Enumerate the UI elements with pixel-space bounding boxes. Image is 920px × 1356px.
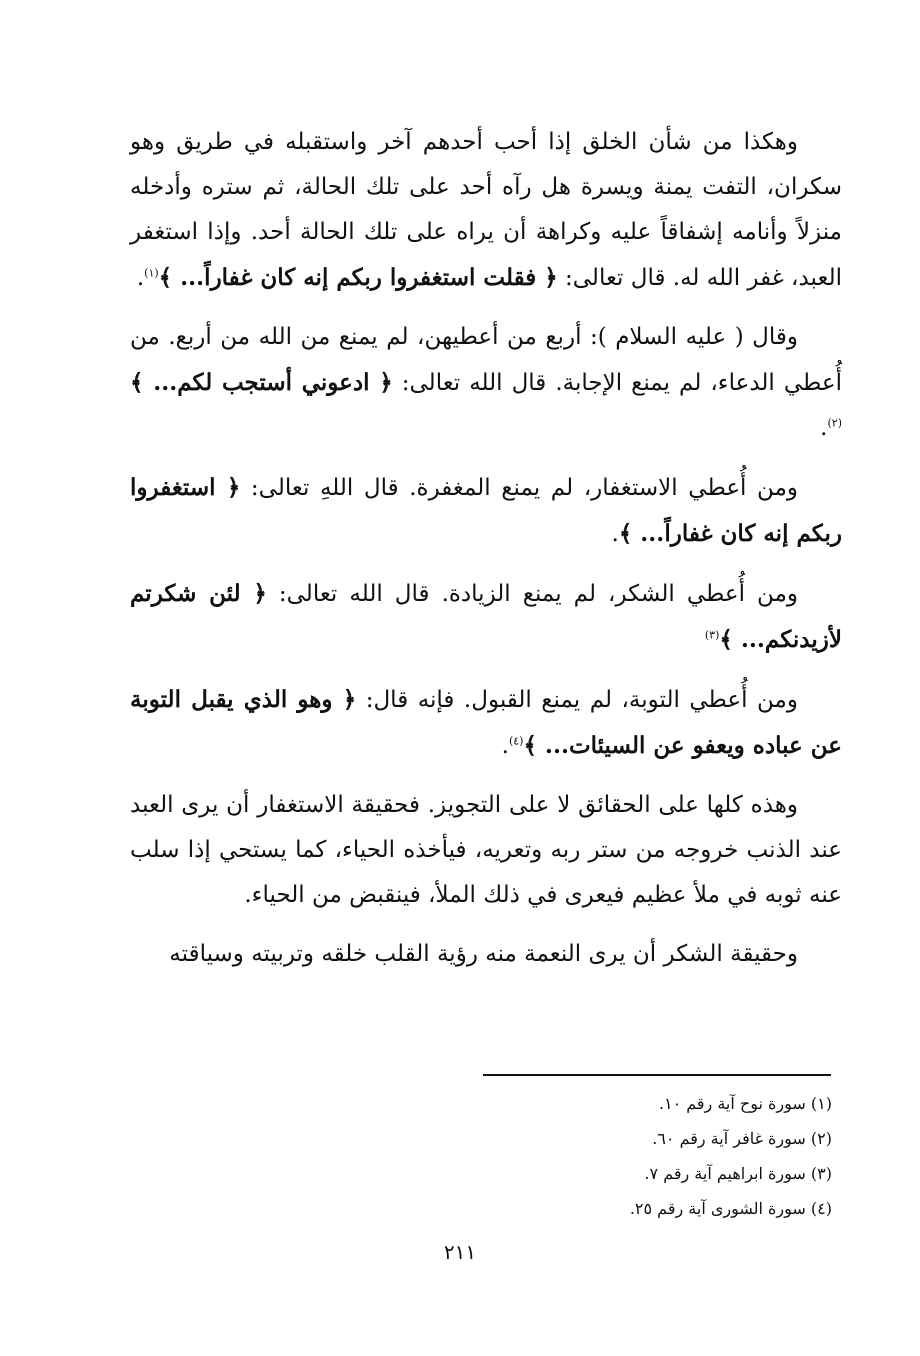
text-run: ومن أُعطي الاستغفار، لم يمنع المغفرة. قال اللهِ تعالى:: [240, 475, 798, 501]
quran-quote: ﴿ استغفروا ربكم إنه كان غفاراً... ﴾: [130, 474, 842, 547]
paragraph-2: [130, 315, 842, 451]
paragraph-4: [130, 571, 842, 663]
paragraph-3: [130, 465, 842, 557]
text-run: وهكذا من شأن الخلق إذا أحب أحدهم آخر واستقبله في طريق وهو سكران، التفت يمنة ويسرة هل رآه أحد على تلك الحالة، ثم ستره وأدخله منزلاً وأنامه إشفاقاً عليه وكراهة أن يراه على تلك الحالة أحد. وإذا استغفر العبد، غفر الله له. قال تعالى:: [130, 129, 842, 291]
main-text: [130, 120, 842, 991]
footnote-1: (١) سورة نوح آية رقم ١٠.: [658, 1094, 832, 1113]
footnote-2: (٢) سورة غافر آية رقم ٦٠.: [652, 1129, 832, 1148]
text-run: وقال ( عليه السلام ): أربع من أعطيهن، لم يمنع من الله من أربع. من أُعطي الدعاء، لم يمنع الإجابة. قال الله تعالى:: [130, 324, 842, 396]
paragraph-5: [130, 677, 842, 769]
text-run: .: [820, 415, 828, 441]
page-number: ٢١١: [443, 1240, 477, 1264]
paragraph-6: [130, 783, 842, 918]
paragraph-7: [130, 932, 842, 977]
text-run: ومن أُعطي الشكر، لم يمنع الزيادة. قال الله تعالى:: [266, 581, 798, 607]
footnote-marker: (٤): [508, 734, 524, 748]
text-run: وهذه كلها على الحقائق لا على التجويز. فحقيقة الاستغفار أن يرى العبد عند الذنب خروجه من ستر ربه وتعريه، فيأخذه الحياء، كما يستحي إذا سلب عنه ثوبه في ملأ عظيم فيعرى في ذلك الملأ، فينقبض من الحياء.: [130, 792, 842, 908]
footnote-marker: (٢): [827, 416, 842, 430]
text-run: .: [136, 265, 145, 291]
quran-quote: ﴿ لئن شكرتم لأزيدنكم... ﴾: [130, 580, 842, 653]
footnote-3: (٣) سورة ابراهيم آية رقم ٧.: [644, 1164, 832, 1183]
footnote-divider: [483, 1074, 831, 1076]
quran-quote: ﴿ فقلت استغفروا ربكم إنه كان غفاراً... ﴾: [158, 264, 558, 291]
quran-quote: ﴿ ادعوني أستجب لكم... ﴾: [130, 369, 393, 396]
footnotes: [470, 1086, 832, 1226]
paragraph-1: [130, 120, 842, 301]
footnote-marker: (٣): [704, 628, 720, 642]
text-run: وحقيقة الشكر أن يرى النعمة منه رؤية القلب خلقه وتربيته وسياقته: [169, 941, 798, 967]
text-run: ومن أُعطي التوبة، لم يمنع القبول. فإنه قال:: [356, 687, 798, 713]
quran-quote: ﴿ وهو الذي يقبل التوبة عن عباده ويعفو عن السيئات... ﴾: [130, 686, 842, 759]
text-run: .: [611, 521, 619, 547]
footnote-marker: (١): [144, 266, 159, 280]
footnote-4: (٤) سورة الشورى آية رقم ٢٥.: [629, 1199, 832, 1218]
text-run: .: [501, 733, 509, 759]
